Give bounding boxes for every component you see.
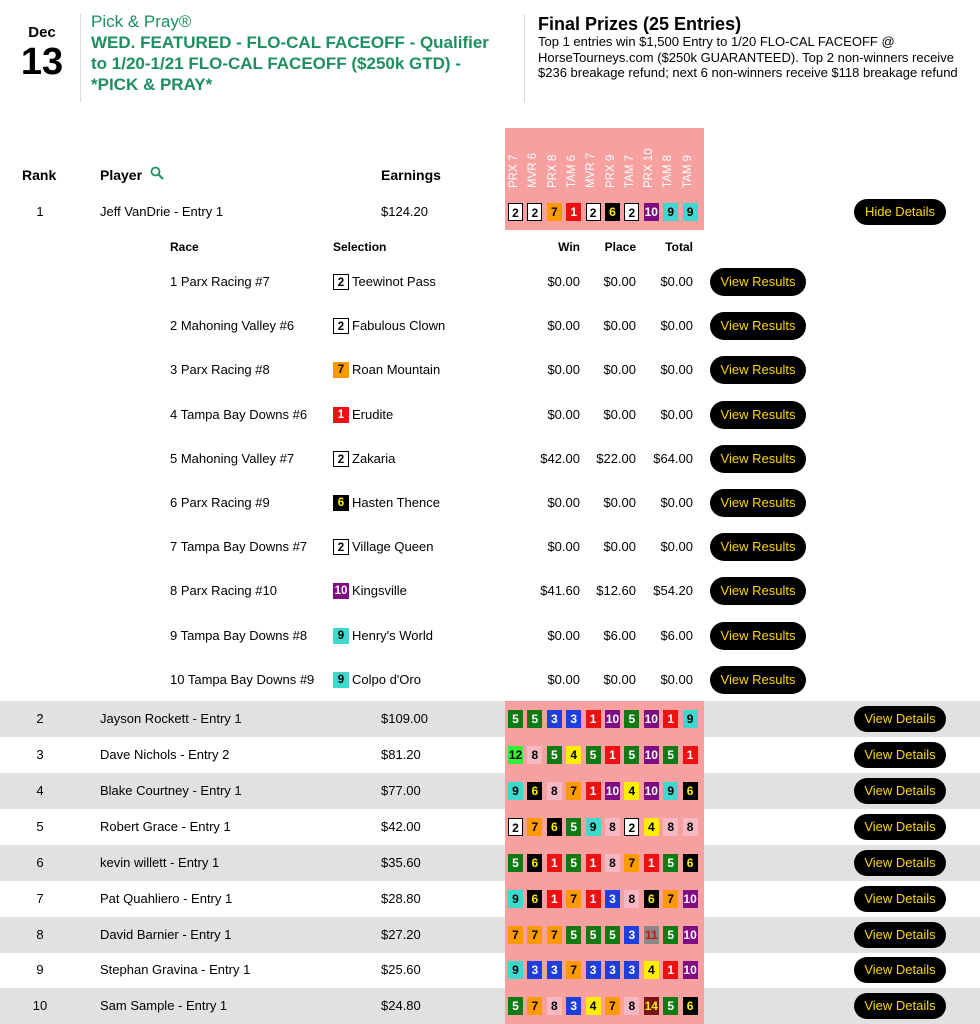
race-name: 5 Mahoning Valley #7: [170, 450, 295, 466]
pick-number: 7: [624, 854, 639, 872]
selection-number: 2: [333, 539, 349, 555]
pick-number: 7: [566, 782, 581, 800]
picks-strip: [505, 809, 704, 845]
selection-number: 1: [333, 407, 349, 423]
leaderboard-row: [0, 881, 980, 917]
pick-number: 8: [547, 782, 562, 800]
pick-number: 4: [566, 746, 581, 764]
earnings-header: Earnings: [381, 167, 441, 183]
pick-number: 3: [586, 961, 601, 979]
leg-label: TAM 8: [662, 154, 675, 188]
place-amount: $0.00: [603, 274, 636, 289]
win-amount: $0.00: [547, 539, 580, 555]
pick-number: 3: [527, 961, 542, 979]
pick-number: 5: [527, 710, 542, 728]
pick-number: 3: [566, 997, 581, 1015]
pick-number: 2: [624, 203, 639, 221]
view-details-button[interactable]: View Details: [854, 814, 946, 840]
win-amount: $0.00: [547, 406, 580, 422]
player-name: Stephan Gravina - Entry 1: [100, 962, 251, 977]
pick-number: 9: [663, 203, 678, 221]
view-results-button[interactable]: View Results: [710, 489, 806, 517]
pick-number: 7: [566, 961, 581, 979]
pick-number: 7: [547, 926, 562, 944]
rank-cell: 1: [36, 204, 44, 219]
pick-number: 10: [644, 784, 658, 798]
leaderboard-row: [0, 988, 980, 1024]
win-amount: $42.00: [540, 450, 580, 466]
pick-number: 1: [663, 710, 678, 728]
player-name: Pat Quahliero - Entry 1: [100, 891, 233, 906]
pick-number: 9: [508, 961, 523, 979]
earnings-cell: $25.60: [381, 962, 421, 977]
rank-cell: 4: [36, 783, 44, 798]
pick-number: 10: [605, 784, 620, 798]
earnings-cell: $24.80: [381, 998, 421, 1013]
view-results-button[interactable]: View Results: [710, 577, 806, 605]
player-name: Jeff VanDrie - Entry 1: [100, 204, 224, 219]
leg-label: TAM 6: [565, 154, 578, 188]
leaderboard-row: [0, 773, 980, 809]
pick-number: 3: [566, 710, 581, 728]
pick-number: 6: [547, 818, 562, 836]
race-name: 4 Tampa Bay Downs #6: [170, 406, 308, 422]
pick-number: 10: [683, 892, 697, 906]
selection-number: 7: [333, 362, 349, 378]
pick-number: 4: [586, 997, 601, 1015]
pick-number: 6: [683, 782, 698, 800]
place-amount: $12.60: [596, 583, 636, 599]
view-results-button[interactable]: View Results: [710, 356, 806, 384]
pick-number: 9: [586, 818, 601, 836]
pick-number: 7: [508, 926, 523, 944]
leg-label: MVR 7: [585, 152, 598, 188]
pick-number: 8: [605, 818, 620, 836]
total-amount: $0.00: [660, 318, 693, 334]
prizes-text: Top 1 entries win $1,500 Entry to 1/20 FLO-CAL FACEOFF @ HorseTourneys.com ($250k GUARANTEED). Top 2 non-winners receive $236 breakage refund; next 6 non-winners receive $118 breakage refund: [538, 34, 958, 80]
contest-brand: Pick & Pray®: [91, 12, 192, 31]
final-prizes: [538, 14, 958, 81]
pick-number: 7: [527, 926, 542, 944]
prizes-title: Final Prizes (25 Entries): [538, 14, 742, 34]
leaderboard-row: [0, 917, 980, 953]
pick-number: 1: [547, 890, 562, 908]
win-amount: $0.00: [547, 495, 580, 510]
pick-number: 7: [527, 818, 542, 836]
pick-number: 8: [683, 818, 698, 836]
contest-date: [16, 24, 68, 82]
horse-name: Kingsville: [352, 583, 407, 599]
total-amount: $54.20: [653, 583, 693, 599]
leg-label: TAM 9: [681, 154, 694, 188]
leaderboard-row: [0, 952, 980, 988]
pick-number: 14: [644, 999, 658, 1013]
detail-selection-header: Selection: [333, 240, 387, 254]
pick-number: 7: [605, 997, 620, 1015]
leaderboard-row: [0, 737, 980, 773]
pick-number: 11: [644, 928, 658, 942]
total-amount: $0.00: [660, 362, 693, 378]
pick-number: 5: [663, 746, 678, 764]
pick-number: 9: [683, 203, 698, 221]
race-name: 10 Tampa Bay Downs #9: [170, 671, 315, 687]
view-results-button[interactable]: View Results: [710, 666, 806, 694]
pick-number: 2: [508, 203, 523, 221]
race-name: 9 Tampa Bay Downs #8: [170, 627, 308, 643]
view-details-button[interactable]: View Details: [854, 957, 946, 983]
race-name: 2 Mahoning Valley #6: [170, 318, 295, 334]
race-name: 3 Parx Racing #8: [170, 362, 270, 378]
player-header: Player: [100, 167, 143, 183]
pick-number: 7: [566, 890, 581, 908]
pick-number: 4: [644, 961, 659, 979]
pick-number: 8: [547, 997, 562, 1015]
pick-number: 5: [566, 854, 581, 872]
pick-number: 6: [527, 854, 542, 872]
horse-name: Village Queen: [352, 539, 434, 555]
pick-number: 6: [527, 782, 542, 800]
place-amount: $0.00: [603, 539, 636, 555]
leg-label: PRX 9: [604, 154, 617, 188]
player-name: Jayson Rockett - Entry 1: [100, 711, 242, 726]
pick-number: 6: [683, 854, 698, 872]
pick-number: 3: [605, 961, 620, 979]
win-amount: $0.00: [547, 274, 580, 289]
pick-number: 3: [605, 890, 620, 908]
picks-strip: [505, 952, 704, 988]
view-results-button[interactable]: View Results: [710, 622, 806, 650]
race-detail-row: [0, 525, 980, 569]
win-amount: $0.00: [547, 318, 580, 334]
pick-number: 1: [663, 961, 678, 979]
picks-strip: [505, 845, 704, 881]
pick-number: 5: [605, 926, 620, 944]
horse-name: Roan Mountain: [352, 362, 441, 378]
pick-number: 1: [586, 854, 601, 872]
earnings-cell: $77.00: [381, 783, 421, 798]
win-amount: $0.00: [547, 671, 580, 687]
place-amount: $0.00: [603, 406, 636, 422]
view-details-button[interactable]: View Details: [854, 922, 946, 948]
total-amount: $0.00: [660, 539, 693, 555]
horse-name: Zakaria: [352, 450, 396, 466]
detail-total-header: Total: [665, 240, 693, 254]
total-amount: $6.00: [660, 627, 693, 643]
pick-number: 5: [624, 710, 639, 728]
detail-win-header: Win: [558, 240, 580, 254]
hide-details-button[interactable]: Hide Details: [854, 199, 946, 225]
pick-number: 1: [586, 710, 601, 728]
picks-strip: [505, 988, 704, 1024]
contest-name: WED. FEATURED - FLO-CAL FACEOFF - Qualifier to 1/20-1/21 FLO-CAL FACEOFF ($250k GTD) - *PICK & PRAY*: [91, 33, 489, 94]
pick-number: 10: [644, 205, 658, 219]
earnings-cell: $42.00: [381, 819, 421, 834]
pick-number: 12: [508, 748, 523, 762]
race-detail-row: [0, 658, 980, 702]
picks-strip: [505, 917, 704, 953]
pick-number: 1: [566, 203, 581, 221]
rank-cell: 3: [36, 747, 44, 762]
pick-number: 2: [508, 818, 523, 836]
pick-number: 3: [624, 961, 639, 979]
player-name: Robert Grace - Entry 1: [100, 819, 231, 834]
view-details-button[interactable]: View Details: [854, 706, 946, 732]
total-amount: $0.00: [660, 274, 693, 289]
win-amount: $0.00: [547, 362, 580, 378]
pick-number: 6: [605, 203, 620, 221]
view-details-button[interactable]: View Details: [854, 993, 946, 1019]
horse-name: Erudite: [352, 406, 394, 422]
view-results-button[interactable]: View Results: [710, 268, 806, 296]
picks-strip: [505, 881, 704, 917]
earnings-cell: $27.20: [381, 927, 421, 942]
place-amount: $0.00: [603, 671, 636, 687]
earnings-cell: $35.60: [381, 855, 421, 870]
total-amount: $0.00: [660, 671, 693, 687]
leg-header: [505, 128, 704, 196]
pick-number: 2: [586, 203, 601, 221]
pick-number: 3: [547, 961, 562, 979]
win-amount: $41.60: [540, 583, 580, 599]
leg-label: TAM 7: [623, 154, 636, 188]
horse-name: Fabulous Clown: [352, 318, 446, 334]
detail-place-header: Place: [604, 240, 636, 254]
leaderboard-row: [0, 194, 980, 230]
pick-number: 8: [663, 818, 678, 836]
picks-strip: [505, 773, 704, 809]
rank-cell: 9: [36, 962, 44, 977]
selection-number: 6: [333, 495, 349, 511]
pick-number: 5: [508, 710, 523, 728]
pick-number: 3: [624, 926, 639, 944]
rank-cell: 10: [32, 998, 48, 1013]
selection-number: 2: [333, 318, 349, 334]
total-amount: $0.00: [660, 495, 693, 510]
pick-number: 4: [624, 782, 639, 800]
view-results-button[interactable]: View Results: [710, 533, 806, 561]
selection-number: 2: [333, 274, 349, 290]
pick-number: 5: [508, 854, 523, 872]
pick-number: 7: [663, 890, 678, 908]
pick-number: 10: [683, 963, 697, 977]
picks-strip: [505, 737, 704, 773]
pick-number: 1: [586, 782, 601, 800]
view-results-button[interactable]: View Results: [710, 401, 806, 429]
pick-number: 5: [547, 746, 562, 764]
leg-label: PRX 7: [508, 154, 520, 188]
earnings-cell: $81.20: [381, 747, 421, 762]
pick-number: 10: [605, 712, 620, 726]
rank-header: Rank: [22, 167, 57, 183]
race-detail-row: [0, 348, 980, 392]
player-name: David Barnier - Entry 1: [100, 927, 232, 942]
player-name: kevin willett - Entry 1: [100, 855, 220, 870]
pick-number: 10: [644, 712, 658, 726]
view-results-button[interactable]: View Results: [710, 312, 806, 340]
pick-number: 8: [624, 997, 639, 1015]
race-detail-row: [0, 614, 980, 658]
view-details-button[interactable]: View Details: [854, 886, 946, 912]
pick-number: 6: [644, 890, 659, 908]
rank-cell: 8: [36, 927, 44, 942]
pick-number: 8: [527, 746, 542, 764]
race-detail-row: [0, 260, 980, 304]
selection-number: 2: [333, 451, 349, 467]
pick-number: 7: [527, 997, 542, 1015]
horse-name: Hasten Thence: [352, 495, 440, 510]
leaderboard-row: [0, 701, 980, 737]
horse-name: Colpo d'Oro: [352, 671, 421, 687]
race-name: 1 Parx Racing #7: [170, 274, 270, 289]
race-detail-row: [0, 304, 980, 348]
pick-number: 5: [566, 926, 581, 944]
pick-number: 8: [624, 890, 639, 908]
pick-number: 3: [547, 710, 562, 728]
horse-name: Henry's World: [352, 627, 433, 643]
pick-number: 6: [683, 997, 698, 1015]
pick-number: 7: [547, 203, 562, 221]
pick-number: 1: [586, 890, 601, 908]
pick-number: 1: [547, 854, 562, 872]
place-amount: $0.00: [603, 362, 636, 378]
pick-number: 9: [508, 890, 523, 908]
race-name: 6 Parx Racing #9: [170, 495, 270, 510]
rank-cell: 7: [36, 891, 44, 906]
pick-number: 5: [566, 818, 581, 836]
pick-number: 6: [527, 890, 542, 908]
leg-label: PRX 8: [546, 154, 559, 188]
leg-label: PRX 10: [643, 148, 656, 188]
selection-number: 9: [333, 672, 349, 688]
race-detail-row: [0, 437, 980, 481]
pick-number: 5: [663, 854, 678, 872]
selection-number: 9: [333, 628, 349, 644]
race-detail-row: [0, 481, 980, 525]
leaderboard-row: [0, 845, 980, 881]
horse-name: Teewinot Pass: [352, 274, 436, 289]
race-detail-row: [0, 569, 980, 613]
earnings-cell: $124.20: [381, 204, 428, 219]
date-day: 13: [20, 41, 64, 83]
contest-title: [91, 12, 501, 95]
pick-number: 5: [586, 746, 601, 764]
leg-label: MVR 6: [527, 152, 540, 188]
view-results-button[interactable]: View Results: [710, 445, 806, 473]
search-icon[interactable]: [150, 166, 164, 180]
race-name: 7 Tampa Bay Downs #7: [170, 539, 308, 555]
pick-number: 5: [508, 997, 523, 1015]
player-name: Sam Sample - Entry 1: [100, 998, 228, 1013]
total-amount: $64.00: [653, 450, 693, 466]
rank-cell: 5: [36, 819, 44, 834]
win-amount: $0.00: [547, 627, 580, 643]
pick-number: 1: [644, 854, 659, 872]
pick-number: 5: [624, 746, 639, 764]
picks-strip: [505, 194, 704, 230]
pick-number: 10: [644, 748, 658, 762]
pick-number: 2: [624, 818, 639, 836]
pick-number: 1: [605, 746, 620, 764]
race-detail-row: [0, 393, 980, 437]
date-month: Dec: [28, 24, 56, 41]
header-divider: [524, 14, 525, 102]
view-details-button[interactable]: View Details: [854, 742, 946, 768]
place-amount: $0.00: [603, 495, 636, 510]
pick-number: 1: [683, 746, 698, 764]
earnings-cell: $109.00: [381, 711, 428, 726]
place-amount: $6.00: [603, 627, 636, 643]
pick-number: 5: [663, 997, 678, 1015]
pick-number: 9: [683, 710, 698, 728]
view-details-button[interactable]: View Details: [854, 778, 946, 804]
pick-number: 9: [663, 782, 678, 800]
total-amount: $0.00: [660, 406, 693, 422]
player-name: Blake Courtney - Entry 1: [100, 783, 242, 798]
pick-number: 10: [683, 928, 697, 942]
pick-number: 5: [663, 926, 678, 944]
rank-cell: 6: [36, 855, 44, 870]
player-name: Dave Nichols - Entry 2: [100, 747, 230, 762]
pick-number: 8: [605, 854, 620, 872]
place-amount: $0.00: [603, 318, 636, 334]
place-amount: $22.00: [596, 450, 636, 466]
rank-cell: 2: [36, 711, 44, 726]
pick-number: 5: [586, 926, 601, 944]
view-details-button[interactable]: View Details: [854, 850, 946, 876]
pick-number: 4: [644, 818, 659, 836]
leaderboard-row: [0, 809, 980, 845]
race-name: 8 Parx Racing #10: [170, 583, 277, 599]
selection-number: 10: [334, 585, 348, 598]
pick-number: 2: [527, 203, 542, 221]
header-divider: [80, 14, 81, 102]
pick-number: 9: [508, 782, 523, 800]
earnings-cell: $28.80: [381, 891, 421, 906]
detail-race-header: Race: [170, 240, 199, 254]
picks-strip: [505, 701, 704, 737]
